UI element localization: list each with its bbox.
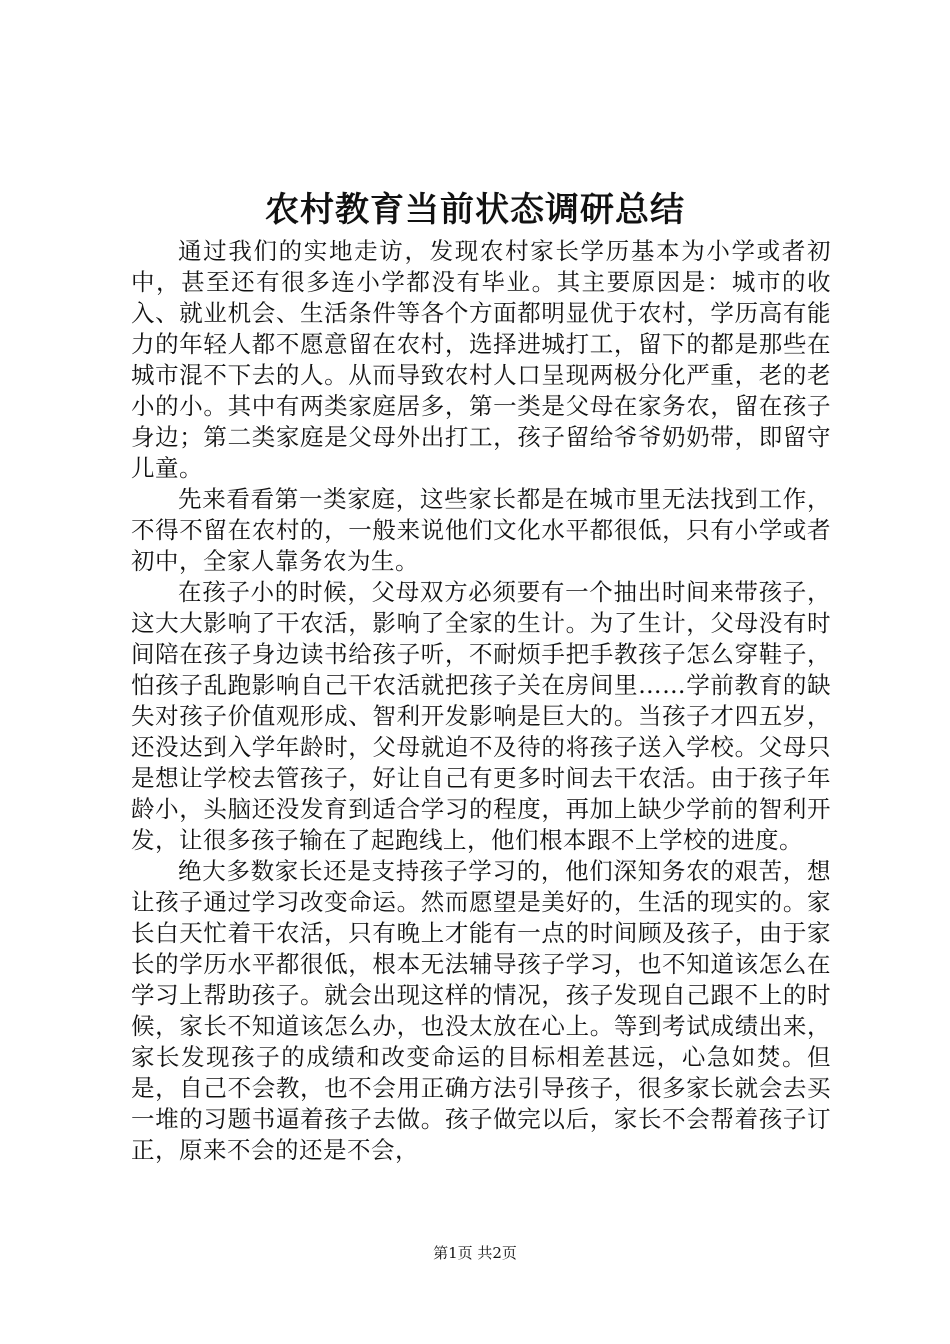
document-title: 农村教育当前状态调研总结 [265,190,685,230]
page-number-footer: 第1页 共2页 [433,1244,517,1262]
paragraph-3: 在孩子小的时候，父母双方必须要有一个抽出时间来带孩子，这大大影响了干农活，影响了全家的生计。为了生计，父母没有时间陪在孩子身边读书给孩子听，不耐烦手把手教孩子怎么穿鞋子，怕孩子乱跑影响自己干农活就把孩子关在房间里……学前教育的缺失对孩子价值观形成、智利开发影响是巨大的。当孩子才四五岁，还没达到入学年龄时，父母就迫不及待的将孩子送入学校。父母只是想让学校去管孩子，好让自己有更多时间去干农活。由于孩子年龄小，头脑还没发育到适合学习的程度，再加上缺少学前的智利开发，让很多孩子输在了起跑线上，他们根本跟不上学校的进度。 [131,578,831,854]
paragraph-4: 绝大多数家长还是支持孩子学习的，他们深知务农的艰苦，想让孩子通过学习改变命运。然而愿望是美好的，生活的现实的。家长白天忙着干农活，只有晚上才能有一点的时间顾及孩子，由于家长的学历水平都很低，根本无法辅导孩子学习，也不知道该怎么在学习上帮助孩子。就会出现这样的情况，孩子发现自己跟不上的时候，家长不知道该怎么办，也没太放在心上。等到考试成绩出来，家长发现孩子的成绩和改变命运的目标相差甚远，心急如焚。但是，自己不会教，也不会用正确方法引导孩子，很多家长就会去买一堆的习题书逼着孩子去做。孩子做完以后，家长不会帮着孩子订正，原来不会的还是不会， [131,857,831,1164]
paragraph-1: 通过我们的实地走访，发现农村家长学历基本为小学或者初中，甚至还有很多连小学都没有毕业。其主要原因是：城市的收入、就业机会、生活条件等各个方面都明显优于农村，学历高有能力的年轻人都不愿意留在农村，选择进城打工，留下的都是那些在城市混不下去的人。从而导致农村人口呈现两极分化严重，老的老小的小。其中有两类家庭居多，第一类是父母在家务农，留在孩子身边；第二类家庭是父母外出打工，孩子留给爷爷奶奶带，即留守儿童。 [131,237,831,482]
document-body [131,236,831,1166]
paragraph-2: 先来看看第一类家庭，这些家长都是在城市里无法找到工作，不得不留在农村的，一般来说他们文化水平都很低，只有小学或者初中，全家人靠务农为生。 [131,485,831,575]
